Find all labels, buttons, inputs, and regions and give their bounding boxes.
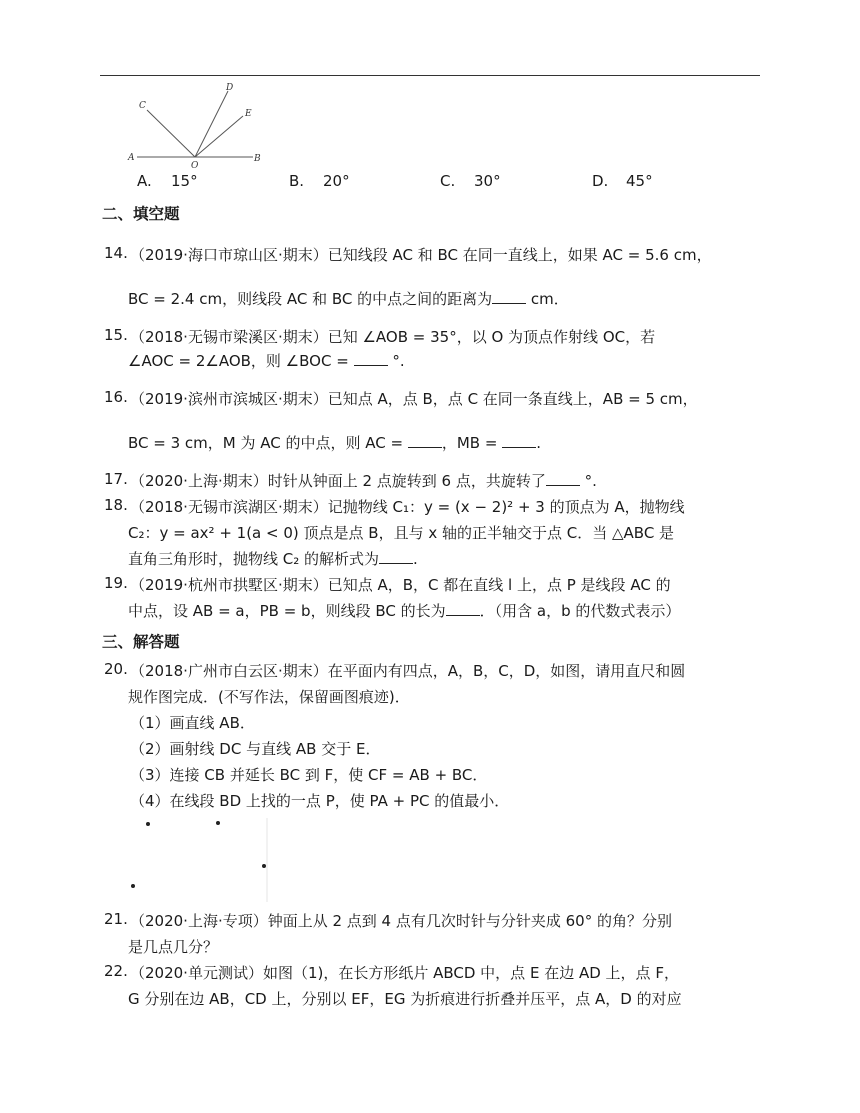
section-fill-in: 二、填空题: [102, 205, 180, 223]
point-a: [262, 864, 266, 868]
label-b: B: [254, 154, 261, 164]
label-a: A: [128, 153, 135, 163]
point-d: [131, 884, 135, 888]
q13-options: [137, 172, 757, 194]
q16-number: 16.: [104, 388, 128, 406]
q20-line2: 规作图完成．(不写作法，保留画图痕迹)．: [128, 688, 410, 706]
q15-number: 15.: [104, 326, 128, 344]
q20-step2: （2）画射线 DC 与直线 AB 交于 E．: [130, 740, 381, 758]
q14-number: 14.: [104, 244, 128, 262]
q19-answer-blank[interactable]: [446, 600, 480, 616]
q16-mb-blank[interactable]: [502, 432, 536, 448]
q16-ac-blank[interactable]: [408, 432, 442, 448]
q20-number: 20.: [104, 660, 128, 678]
q20-step3: （3）连接 CB 并延长 BC 到 F，使 CF = AB + BC．: [130, 766, 488, 784]
q21-number: 21.: [104, 910, 128, 928]
q14-answer-blank[interactable]: [492, 288, 526, 304]
q22-line1: （2020·单元测试）如图（1)，在长方形纸片 ABCD 中，点 E 在边 AD 上，点 F，: [130, 964, 679, 982]
section-solve: 三、解答题: [102, 633, 180, 651]
q18-line2: C₂：y = ax² + 1(a < 0) 顶点是点 B，且与 x 轴的正半轴交于点 C．当 △ABC 是: [128, 524, 675, 542]
q18-answer-blank[interactable]: [379, 548, 413, 564]
q14-line2: BC = 2.4 cm，则线段 AC 和 BC 的中点之间的距离为 cm．: [128, 290, 569, 308]
option-d[interactable]: D. 45°: [592, 172, 653, 190]
q20-step4: （4）在线段 BD 上找的一点 P，使 PA + PC 的值最小．: [130, 792, 510, 810]
header-rule: [100, 75, 760, 76]
q19-line2: 中点，设 AB = a，PB = b，则线段 BC 的长为 ．（用含 a，b 的代数式表示）: [128, 602, 681, 620]
q19-line1: （2019·杭州市拱墅区·期末）已知点 A，B，C 都在直线 l 上，点 P 是线段 AC 的: [130, 576, 671, 594]
q14-line1: （2019·海口市琼山区·期末）已知线段 AC 和 BC 在同一直线上，如果 AC = 5.6 cm，: [130, 246, 712, 264]
option-a[interactable]: A. 15°: [137, 172, 198, 190]
q19-number: 19.: [104, 574, 128, 592]
q17-line1: （2020·上海·期末）时针从钟面上 2 点旋转到 6 点，共旋转了 °.: [130, 472, 597, 490]
q18-line1: （2018·无锡市滨湖区·期末）记抛物线 C₁：y = (x − 2)² + 3 的顶点为 A，抛物线: [130, 498, 685, 516]
q21-line2: 是几点几分？: [128, 938, 219, 956]
q18-line3: 直角三角形时，抛物线 C₂ 的解析式为 .: [128, 550, 418, 568]
q22-line2: G 分别在边 AB，CD 上，分别以 EF，EG 为折痕进行折叠并压平，点 A，D 的对应: [128, 990, 682, 1008]
angle-figure: [125, 80, 275, 170]
label-o: O: [191, 161, 199, 170]
q16-line1: （2019·滨州市滨城区·期末）已知点 A，点 B，点 C 在同一条直线上，AB = 5 cm，: [130, 390, 698, 408]
q22-number: 22.: [104, 962, 128, 980]
q15-answer-blank[interactable]: [354, 350, 388, 366]
option-c[interactable]: C. 30°: [440, 172, 501, 190]
q18-number: 18.: [104, 496, 128, 514]
label-e: E: [245, 109, 252, 119]
q16-line2: BC = 3 cm，M 为 AC 的中点，则 AC = ，MB = .: [128, 434, 541, 452]
q20-step1: （1）画直线 AB．: [130, 714, 255, 732]
point-c: [146, 822, 150, 826]
q17-number: 17.: [104, 470, 128, 488]
q15-line2: ∠AOC = 2∠AOB，则 ∠BOC = °.: [128, 352, 405, 370]
label-d: D: [226, 83, 234, 93]
q17-answer-blank[interactable]: [546, 470, 580, 486]
option-b[interactable]: B. 20°: [289, 172, 350, 190]
points-figure: [128, 818, 270, 902]
q20-line1: （2018·广州市白云区·期末）在平面内有四点，A，B，C，D，如图，请用直尺和圆: [130, 662, 686, 680]
q21-line1: （2020·上海·专项）钟面上从 2 点到 4 点有几次时针与分针夹成 60° 的角？分别: [130, 912, 672, 930]
label-c: C: [139, 101, 146, 111]
q15-line1: （2018·无锡市梁溪区·期末）已知 ∠AOB = 35°，以 O 为顶点作射线 OC，若: [130, 328, 656, 346]
point-b: [216, 821, 220, 825]
